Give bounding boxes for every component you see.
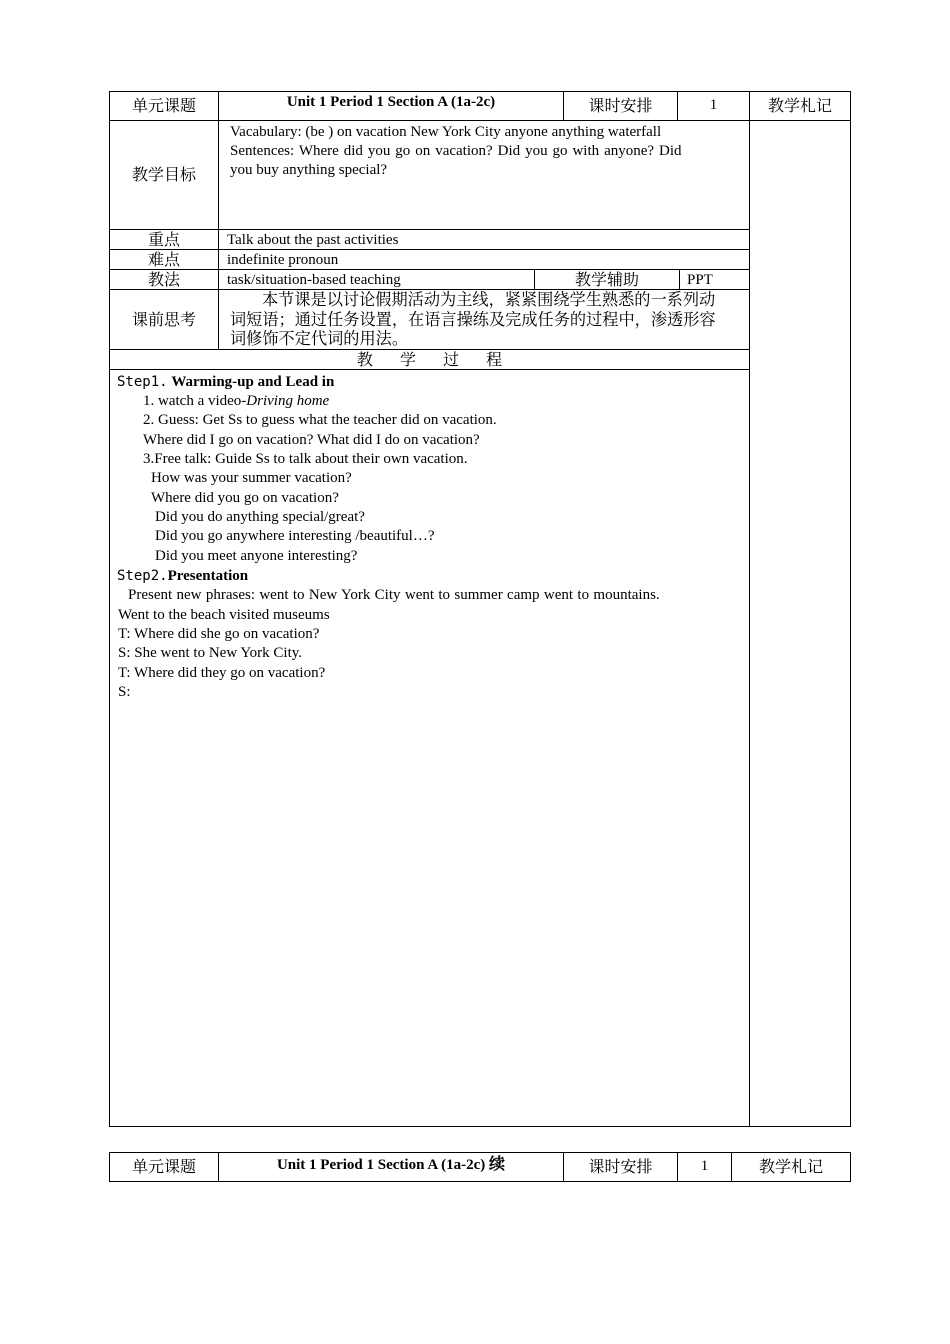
goal-line: Sentences: Where did you go on vacation? Did you go with anyone? Did: [230, 143, 682, 159]
free-talk-question: Did you go anywhere interesting /beautiful…?: [155, 528, 435, 544]
dialogue-line: T: Where did they go on vacation?: [118, 665, 326, 681]
difficulty-value: indefinite pronoun: [227, 252, 339, 268]
unit-label: 单元课题: [131, 96, 196, 115]
step1-heading: Step1. Warming-up and Lead in: [117, 374, 335, 390]
period-value: 1: [709, 97, 718, 113]
goal-line: you buy anything special?: [230, 162, 388, 178]
free-talk-question: How was your summer vacation?: [151, 470, 352, 486]
dialogue-line: S: She went to New York City.: [118, 645, 303, 661]
free-talk-question: Did you do anything special/great?: [155, 509, 365, 525]
notes-label: 教学札记: [767, 96, 832, 115]
period-value-2: 1: [700, 1158, 709, 1174]
dialogue-line: S:: [118, 684, 131, 700]
unit-label-2: 单元课题: [131, 1157, 196, 1176]
reflection-line: 词短语；通过任务设置，在语言操练及完成任务的过程中，渗透形容: [230, 310, 716, 329]
key-value: Talk about the past activities: [227, 232, 399, 248]
notes-label-2: 教学札记: [758, 1157, 823, 1176]
step1-item-3: 3.Free talk: Guide Ss to talk about their own vacation.: [143, 451, 468, 467]
process-heading: 教 学 过 程: [356, 350, 503, 369]
difficulty-label: 难点: [147, 250, 180, 269]
step1-item-1: 1. watch a video-Driving home: [143, 393, 330, 409]
aid-label: 教学辅助: [574, 270, 639, 289]
period-label: 课时安排: [588, 96, 653, 115]
period-label-2: 课时安排: [588, 1157, 653, 1176]
reflection-label: 课前思考: [131, 310, 196, 329]
step1-item-2: 2. Guess: Get Ss to guess what the teacher did on vacation.: [143, 412, 497, 428]
method-label: 教法: [147, 270, 180, 289]
unit-title: Unit 1 Period 1 Section A (1a-2c): [286, 94, 496, 110]
dialogue-line: T: Where did she go on vacation?: [118, 626, 320, 642]
key-label: 重点: [147, 230, 180, 249]
step1-item-2-questions: Where did I go on vacation? What did I do on vacation?: [143, 432, 480, 448]
step2-heading: Step2.Presentation: [117, 568, 249, 584]
unit-title-2: Unit 1 Period 1 Section A (1a-2c) 续: [276, 1154, 506, 1173]
goal-label: 教学目标: [131, 165, 196, 184]
aid-value: PPT: [687, 272, 713, 288]
new-phrases-line: Present new phrases: went to New York City went to summer camp went to mountains.: [128, 587, 660, 603]
free-talk-question: Did you meet anyone interesting?: [155, 548, 358, 564]
reflection-line: 词修饰不定代词的用法。: [230, 329, 409, 348]
free-talk-question: Where did you go on vacation?: [151, 490, 339, 506]
method-value: task/situation-based teaching: [227, 272, 401, 288]
goal-line: Vacabulary: (be ) on vacation New York City anyone anything waterfall: [230, 124, 662, 140]
new-phrases-line: Went to the beach visited museums: [118, 607, 330, 623]
reflection-line: 本节课是以讨论假期活动为主线，紧紧围绕学生熟悉的一系列动: [262, 290, 716, 309]
